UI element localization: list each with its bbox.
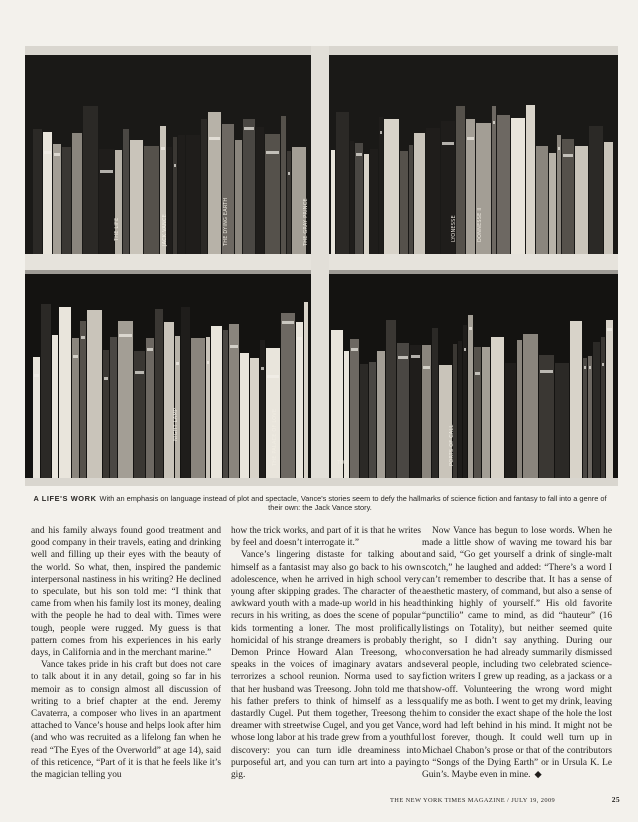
- spine-label-7: NIGHT LAMP: [173, 407, 179, 441]
- shelf-divider-vertical: [311, 46, 329, 486]
- book-spine-band: [467, 137, 474, 140]
- book-spine: [250, 358, 259, 478]
- book-spine: [99, 149, 114, 254]
- book-spine: [155, 309, 163, 478]
- book-spine-band: [174, 164, 176, 167]
- book-spine: [505, 363, 516, 478]
- paragraph-final-text: Now Vance has begun to lose words. When he made a little show of waving me toward his bar and said, “Go get yourself a drink of single-malt scotch,” he laughed and added: “There’s a word I can’t remember to describe that. It has a sense of aesthetic mastery, of command, but also a sense of thinking highly of yourself.” His old favorite “punctilio” came to mind, as did “hauteur” (16 listings on Totality), but neither seemed quite right, so I didn’t say anything. During our conversation he had already summarily dismissed several people, including two celebrated science-fiction writers I grew up reading, as a jackass or a show-off. Volunteering the wrong word might qualify me as both. I went to get my drink, leaving him to consider the exact shape of the hole the lost word had left behind in his mind. It might not be lost forever, though. It could well turn up in Michael Chabon’s prose or that of the contributors to “Songs of the Dying Earth” or in Ursula K. Le Guin’s. Maybe even in mine.: [422, 526, 612, 781]
- paragraph: Vance’s lingering distaste for talking about himself as a fantasist may also go back to his own adolescence, when he arrived in high school very young after skipping grades. The character of the awkward youth with a made-up world in his head recurs in his writing, as does the scene of popular kids tormenting a loner. The most prolifically homicidal of his strange dreamers is probably the Demon Prince Howard Alan Treesong, who speaks in the voices of imaginary avatars and terrorizes a school reunion. Norma used to say that her husband was Treesong. John told me that his father prefers to think of himself as a less dastardly Cugel. Put them together, Treesong the dreamer with streetwise Cugel, and you get Vance, whose long labor at his trade grew from a youthful discovery: you can turn idle dreaminess into purposeful art, and you can turn art into a paying gig.: [231, 550, 421, 781]
- book-spine-band: [244, 127, 254, 130]
- book-spine: [360, 364, 368, 478]
- book-spine: [178, 135, 185, 254]
- book-spine: [511, 118, 525, 254]
- bookshelf-photo: [25, 46, 618, 486]
- book-spine: [281, 116, 286, 254]
- spine-label-9: PORTS OF CALL: [449, 424, 455, 466]
- book-spine-band: [119, 334, 132, 337]
- book-spine-band: [589, 366, 591, 369]
- book-spine: [386, 320, 396, 478]
- book-spine: [287, 151, 291, 254]
- book-spine: [72, 338, 79, 478]
- book-spine: [604, 142, 613, 254]
- book-spine-band: [135, 371, 144, 374]
- book-spine-band: [267, 375, 279, 378]
- book-spine: [296, 322, 303, 478]
- book-spine: [80, 321, 86, 478]
- book-spine-band: [563, 154, 573, 157]
- book-spine-band: [100, 170, 113, 173]
- book-spine-band: [558, 147, 560, 150]
- book-spine-band: [442, 142, 454, 145]
- book-spine: [426, 128, 440, 254]
- book-spine-band: [297, 337, 302, 340]
- book-spine-band: [607, 328, 612, 331]
- book-spine: [43, 132, 52, 254]
- book-spine-band: [209, 137, 220, 140]
- book-spine-band: [423, 366, 430, 369]
- book-spine: [331, 150, 335, 254]
- book-spine-band: [351, 348, 358, 351]
- book-spine: [208, 112, 221, 254]
- book-spine: [606, 320, 613, 478]
- end-mark-icon: ◆: [534, 770, 542, 781]
- book-spine: [164, 322, 174, 478]
- book-spine: [52, 335, 58, 478]
- book-spine-band: [356, 153, 362, 156]
- book-spine: [570, 321, 582, 478]
- book-spine-band: [475, 372, 480, 375]
- book-spine: [123, 129, 129, 254]
- book-spine: [384, 119, 399, 254]
- book-spine-band: [464, 348, 466, 351]
- book-spine-band: [266, 151, 279, 154]
- book-spine: [134, 351, 145, 478]
- book-spine: [281, 313, 295, 478]
- book-spine: [458, 341, 462, 478]
- book-spine-band: [493, 121, 495, 124]
- book-spine: [409, 145, 413, 254]
- book-spine: [243, 119, 255, 254]
- book-spine: [175, 336, 180, 478]
- book-spine-band: [398, 356, 408, 359]
- book-spine-band: [540, 370, 553, 373]
- book-spine: [350, 141, 354, 254]
- book-spine: [414, 133, 425, 254]
- book-spine: [468, 315, 473, 478]
- paragraph: and his family always found good treatment and good company in their travels, eating and drinking well and filling up their eyes with the beauty of the world. So what, then, inspired the pandemic interpersonal nastiness in his writing? He declined to speculate, but his son told me: “I think that came from when his family lost its money, dealing with the people he had to deal with. Times were tough, people were rugged. My guess is that pattern comes from his experiences in his early days, in California and in the merchant marine.”: [31, 526, 221, 659]
- book-spine: [72, 133, 82, 254]
- book-spine: [517, 340, 522, 478]
- book-spine: [350, 339, 359, 478]
- book-spine: [379, 117, 383, 254]
- book-spine: [144, 146, 159, 254]
- book-spine: [87, 310, 102, 478]
- page-number: 25: [611, 795, 620, 804]
- book-spine: [201, 119, 207, 254]
- book-spine-band: [469, 327, 472, 330]
- book-spine-band: [81, 336, 85, 339]
- book-spine: [601, 337, 605, 478]
- book-spine-band: [411, 355, 420, 358]
- book-spine: [240, 353, 249, 478]
- book-spine: [211, 326, 222, 478]
- book-spine: [593, 342, 600, 478]
- spine-label-4: THE GRAY PRINCE: [303, 198, 309, 246]
- book-spine: [474, 347, 481, 478]
- book-spine-band: [282, 321, 294, 324]
- book-spine: [256, 127, 264, 254]
- book-spine-band: [288, 172, 290, 175]
- book-spine: [377, 351, 385, 478]
- book-spine: [83, 106, 98, 254]
- book-spine-band: [161, 147, 165, 150]
- book-spine: [53, 144, 61, 254]
- book-spine-band: [230, 345, 238, 348]
- book-spine: [410, 345, 421, 478]
- book-spine: [364, 154, 369, 254]
- photo-caption: [30, 494, 610, 512]
- book-spine-band: [380, 131, 382, 134]
- book-spine-band: [176, 362, 179, 365]
- book-spine: [33, 129, 42, 254]
- book-spine: [336, 112, 349, 254]
- article-column-3: [422, 525, 612, 781]
- caption-label: A LIFE'S WORK: [33, 494, 97, 503]
- caption-text: With an emphasis on language instead of plot and spectacle, Vance's stories seem to defy the hallmarks of science fiction and fantasy to fall into a genre of their own: the Jack Vance story.: [99, 494, 607, 512]
- article-column-1: [31, 525, 221, 781]
- book-spine: [260, 340, 265, 478]
- book-spine: [539, 355, 554, 478]
- book-spine: [103, 350, 109, 478]
- book-spine: [59, 307, 71, 478]
- book-spine: [589, 126, 603, 254]
- book-spine: [492, 106, 496, 254]
- book-spine-band: [104, 377, 108, 380]
- book-spine-band: [44, 151, 51, 154]
- book-spine: [304, 302, 308, 478]
- paragraph-final: [422, 525, 612, 781]
- book-spine: [331, 330, 343, 478]
- book-spine-band: [54, 153, 60, 156]
- book-spine: [497, 115, 510, 254]
- spine-label-3: THE DYING EARTH: [223, 197, 229, 246]
- book-spine: [181, 307, 190, 478]
- book-spine: [191, 338, 205, 478]
- spine-label-1: THE LIFE: [114, 217, 120, 241]
- book-spine: [118, 321, 133, 478]
- shelf-board-bottom: [25, 478, 618, 486]
- book-spine: [355, 143, 363, 254]
- book-spine: [235, 140, 242, 254]
- book-spine: [400, 151, 408, 254]
- book-spine: [583, 358, 587, 478]
- spine-label-6: LYONESSE: [451, 215, 457, 242]
- book-spine: [62, 147, 71, 254]
- book-spine-band: [261, 367, 264, 370]
- book-spine: [146, 338, 154, 478]
- book-spine: [557, 135, 561, 254]
- spine-label-5: DONNESSE II: [477, 207, 483, 242]
- publication-line: THE NEW YORK TIMES MAGAZINE / JULY 19, 2009: [390, 797, 556, 804]
- paragraph: Vance takes pride in his craft but does not care to talk about it in any detail, going so far in his memoir as to consign almost all discussion of writing to a brief chapter at the end. Jeremy Cavaterra, a composer who lives in an apartment attached to Vance’s house and helps look after him (and who was recruited as a lifelong fan when he read “The Eyes of the Overworld” at age 14), said of this reticence, “Part of it is that he feels like it’s the magician telling you: [31, 660, 221, 781]
- book-spine: [422, 345, 431, 478]
- book-spine: [110, 337, 117, 478]
- book-spine: [186, 135, 200, 254]
- bookshelf-illustration: [25, 46, 618, 486]
- book-spine: [555, 363, 569, 478]
- book-spine: [173, 137, 177, 254]
- book-spine: [463, 325, 467, 478]
- book-spine: [575, 146, 588, 254]
- book-spine: [482, 347, 490, 478]
- book-spine-band: [584, 366, 586, 369]
- spine-label-8: THE PALACE OF LOVE: [272, 408, 278, 466]
- page-footer: [390, 795, 620, 804]
- book-spine: [491, 337, 504, 478]
- book-spine: [370, 149, 378, 254]
- book-spine: [536, 146, 548, 254]
- book-spine: [223, 330, 228, 478]
- book-spine: [206, 337, 210, 478]
- book-spine: [369, 362, 376, 478]
- book-spine: [523, 334, 538, 478]
- book-spine: [130, 140, 143, 254]
- spine-label-10: TOR: [337, 460, 349, 466]
- book-spine: [397, 343, 409, 478]
- book-spine-band: [34, 374, 39, 377]
- paragraph: how the trick works, and part of it is that he writes by feel and doesn’t interrogate it.”: [231, 526, 421, 549]
- spine-label-2: JACK VANCE: [162, 214, 168, 246]
- book-spine: [41, 304, 51, 478]
- book-spine-band: [73, 355, 78, 358]
- book-spine: [588, 356, 592, 478]
- book-spine: [344, 351, 349, 478]
- book-spine-band: [207, 361, 209, 364]
- book-spine: [432, 328, 438, 478]
- article-column-2: [231, 525, 421, 781]
- book-spine: [526, 105, 535, 254]
- book-spine-band: [147, 348, 153, 351]
- book-spine-band: [602, 363, 604, 366]
- book-spine: [549, 153, 556, 254]
- book-spine: [456, 106, 465, 254]
